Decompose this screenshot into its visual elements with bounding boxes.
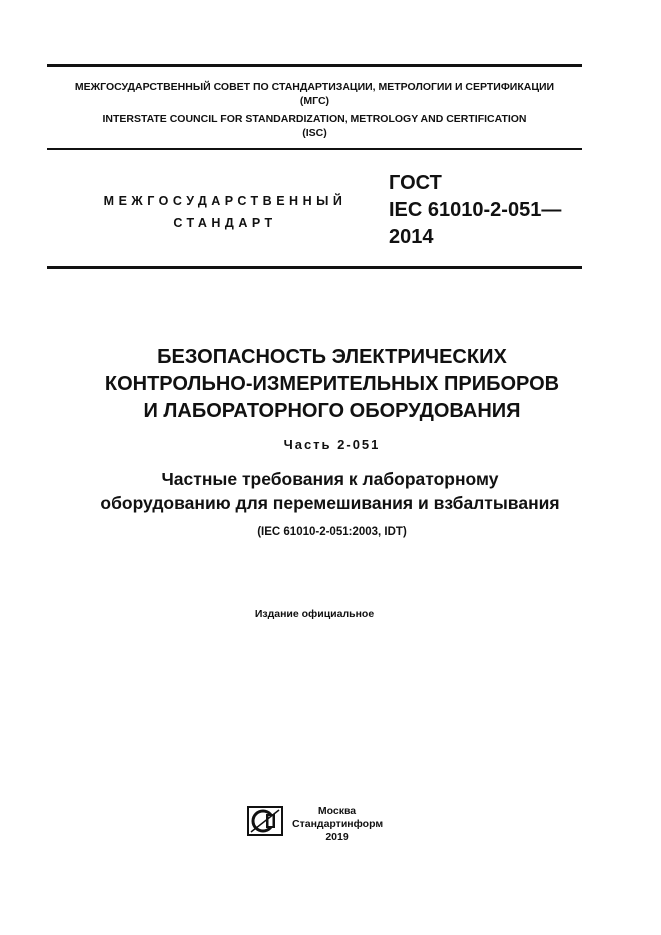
document-subtitle: [30, 467, 630, 515]
title-line2: КОНТРОЛЬНО-ИЗМЕРИТЕЛЬНЫХ ПРИБОРОВ: [104, 373, 560, 395]
publisher-city: Москва: [317, 805, 357, 817]
bottom-rule: [47, 266, 582, 269]
council-name-en-line: INTERSTATE COUNCIL FOR STANDARDIZATION, METROLOGY AND CERTIFICATION: [102, 113, 527, 125]
standard-code-line1: ГОСТ: [389, 172, 442, 194]
publisher-name: Стандартинформ: [292, 818, 384, 830]
standard-code: [389, 170, 561, 251]
title-line3: И ЛАБОРАТОРНОГО ОБОРУДОВАНИЯ: [143, 400, 521, 422]
council-name-ru-line: МЕЖГОСУДАРСТВЕННЫЙ СОВЕТ ПО СТАНДАРТИЗАЦИИ, МЕТРОЛОГИИ И СЕРТИФИКАЦИИ: [74, 81, 555, 93]
middle-rule: [47, 148, 582, 150]
title-line1: БЕЗОПАСНОСТЬ ЭЛЕКТРИЧЕСКИХ: [157, 346, 507, 368]
part-label: Часть 2-051: [283, 437, 381, 452]
document-title: [47, 344, 617, 425]
council-name-ru: [47, 80, 582, 108]
publisher-year: 2019: [325, 831, 349, 843]
subtitle-line1: Частные требования к лабораторному: [161, 469, 499, 489]
council-abbr-en: (ISC): [302, 127, 327, 139]
standard-kind-line2: СТАНДАРТ: [173, 216, 277, 230]
publisher-info: [292, 805, 382, 844]
council-name-en: [47, 112, 582, 140]
standard-kind-line1: МЕЖГОСУДАРСТВЕННЫЙ: [103, 194, 347, 208]
standartinform-logo-icon: [247, 806, 283, 836]
standard-code-line2: IEC 61010-2-051—: [389, 199, 562, 221]
standard-code-line3: 2014: [389, 226, 434, 248]
standard-kind: [80, 190, 370, 234]
subtitle-line2: оборудованию для перемешивания и взбалтывания: [100, 493, 560, 513]
council-abbr-ru: (МГС): [299, 95, 330, 107]
iec-reference: (IEC 61010-2-051:2003, IDT): [257, 526, 407, 538]
edition-label: Издание официальное: [254, 608, 375, 620]
top-rule: [47, 64, 582, 67]
